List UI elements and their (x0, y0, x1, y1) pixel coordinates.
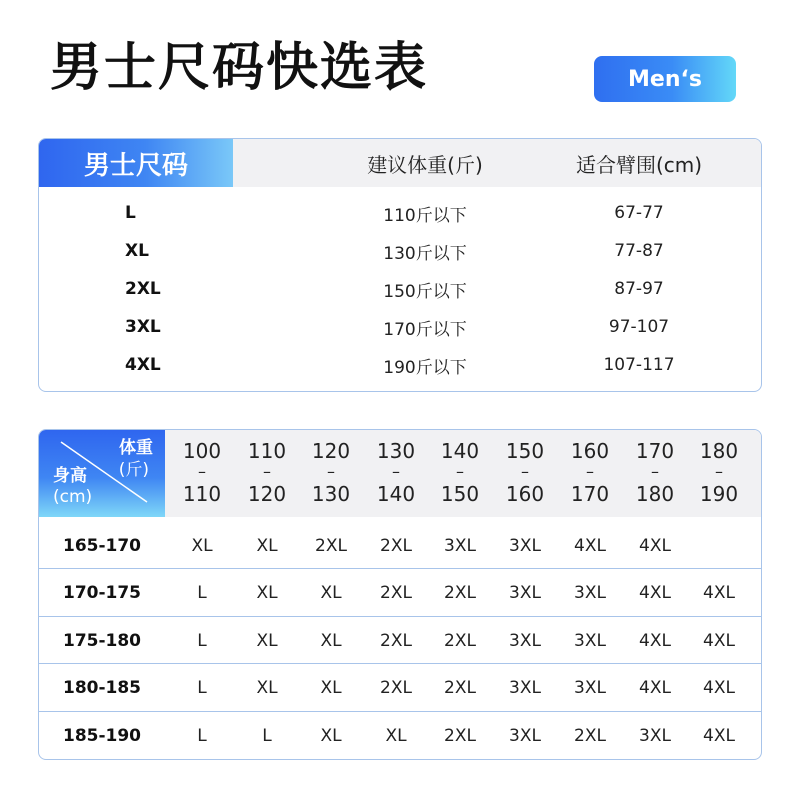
weight-range-end: 150 (440, 482, 480, 506)
weight-range-end: 130 (311, 482, 351, 506)
size-recommendation-cell: 3XL (574, 678, 606, 698)
page-title: 男士尺码快选表 (50, 38, 429, 98)
size-recommendation-cell: 2XL (574, 725, 606, 746)
weight-range-separator: – (586, 462, 594, 481)
matrix-row (39, 522, 762, 569)
size-recommendation-cell: 4XL (703, 583, 735, 603)
matrix-row (39, 570, 762, 617)
weight-range-end: 170 (570, 482, 610, 506)
size-recommendation-cell: XL (256, 630, 278, 651)
size-recommendation-cell: L (197, 583, 207, 603)
weight-range-header (623, 430, 687, 517)
size-recommendation-cell: XL (320, 678, 342, 698)
size-recommendation-cell: XL (320, 583, 342, 603)
size-recommendation-cell: L (262, 725, 272, 746)
size-recommendation-cell: 2XL (380, 630, 412, 651)
arm-cell: 77-87 (614, 241, 664, 261)
weight-range-start: 100 (182, 439, 222, 463)
size-recommendation-cell: 4XL (639, 535, 671, 556)
size-recommendation-cell: 3XL (574, 630, 606, 651)
weight-axis-unit: (斤) (118, 460, 149, 480)
size-recommendation-cell: XL (320, 630, 342, 651)
size-cell: 2XL (125, 279, 161, 299)
size-recommendation-cell: 2XL (444, 725, 476, 746)
weight-range-start: 150 (505, 439, 545, 463)
size-recommendation-cell: XL (385, 725, 407, 746)
height-range-cell: 185-190 (62, 725, 142, 746)
arm-cell: 97-107 (608, 317, 670, 337)
size-recommendation-cell: 2XL (380, 535, 412, 556)
size-cell: 4XL (125, 355, 161, 375)
size-recommendation-cell: XL (191, 535, 213, 556)
size-recommendation-cell: 2XL (444, 630, 476, 651)
weight-range-header (687, 430, 751, 517)
weight-range-separator: – (392, 462, 400, 481)
height-range-cell: 180-185 (62, 678, 142, 698)
height-range-cell: 165-170 (62, 535, 142, 556)
size-recommendation-cell: XL (256, 678, 278, 698)
weight-axis-label: 体重 (119, 438, 153, 458)
size-recommendation-cell: 3XL (509, 725, 541, 746)
weight-range-end: 160 (505, 482, 545, 506)
size-recommendation-cell: 4XL (703, 630, 735, 651)
size-recommendation-cell: XL (256, 535, 278, 556)
weight-cell: 190斤以下 (383, 357, 467, 378)
size-recommendation-cell: 3XL (509, 630, 541, 651)
size-recommendation-cell: 3XL (509, 535, 541, 556)
height-axis-label: 身高 (53, 466, 87, 486)
size-column-header: 男士尺码 (39, 139, 233, 187)
size-recommendation-cell: 2XL (380, 678, 412, 698)
weight-range-header (299, 430, 363, 517)
arm-cell: 107-117 (603, 355, 675, 375)
weight-range-start: 120 (311, 439, 351, 463)
size-table-row (39, 270, 762, 308)
matrix-row (39, 712, 762, 759)
height-axis-unit: (cm) (53, 487, 93, 507)
arm-cell: 67-77 (614, 203, 664, 223)
weight-range-header (428, 430, 492, 517)
size-recommendation-cell: 2XL (380, 583, 412, 603)
matrix-row (39, 665, 762, 712)
weight-range-separator: – (715, 462, 723, 481)
weight-cell: 130斤以下 (383, 243, 467, 264)
weight-column-header: 建议体重(斤) (367, 152, 483, 177)
size-recommendation-cell: L (197, 678, 207, 698)
size-table-row (39, 346, 762, 384)
mens-badge: Men‘s (594, 56, 736, 102)
size-recommendation-cell: 4XL (639, 678, 671, 698)
weight-range-start: 160 (570, 439, 610, 463)
weight-range-separator: – (521, 462, 529, 481)
size-recommendation-cell (687, 522, 751, 569)
size-recommendation-cell: XL (320, 725, 342, 746)
size-cell: 3XL (125, 317, 161, 337)
arm-cell: 87-97 (614, 279, 664, 299)
size-recommendation-cell: 4XL (639, 630, 671, 651)
weight-range-separator: – (327, 462, 335, 481)
size-recommendation-cell: 4XL (703, 678, 735, 698)
size-table-row (39, 232, 762, 270)
size-recommendation-cell: 2XL (315, 535, 347, 556)
weight-range-start: 170 (635, 439, 675, 463)
size-recommendation-cell: 4XL (574, 535, 606, 556)
height-weight-size-matrix (38, 429, 762, 760)
size-recommendation-cell: 4XL (703, 725, 735, 746)
weight-range-separator: – (263, 462, 271, 481)
weight-range-start: 130 (376, 439, 416, 463)
weight-range-header (493, 430, 557, 517)
weight-range-separator: – (651, 462, 659, 481)
size-recommendation-cell: L (197, 630, 207, 651)
weight-range-end: 190 (699, 482, 739, 506)
size-recommendation-cell: L (197, 725, 207, 746)
size-table-row (39, 308, 762, 346)
height-range-cell: 175-180 (62, 630, 142, 651)
size-cell: XL (125, 241, 149, 261)
weight-range-start: 110 (247, 439, 287, 463)
weight-cell: 150斤以下 (383, 281, 467, 302)
size-recommendation-cell: 3XL (444, 535, 476, 556)
size-recommendation-cell: 3XL (639, 725, 671, 746)
weight-range-separator: – (198, 462, 206, 481)
size-recommendation-cell: 2XL (444, 678, 476, 698)
weight-range-end: 120 (247, 482, 287, 506)
weight-range-header (364, 430, 428, 517)
arm-column-header: 适合臂围(cm) (575, 152, 703, 177)
size-recommendation-cell: 3XL (574, 583, 606, 603)
size-recommendation-cell: 2XL (444, 583, 476, 603)
size-recommendation-cell: 3XL (509, 678, 541, 698)
height-range-cell: 170-175 (62, 583, 142, 603)
weight-range-end: 140 (376, 482, 416, 506)
weight-range-separator: – (456, 462, 464, 481)
matrix-row (39, 617, 762, 664)
matrix-corner (39, 430, 165, 517)
size-reference-table (38, 138, 762, 392)
weight-range-header (235, 430, 299, 517)
size-recommendation-cell: 4XL (639, 583, 671, 603)
size-recommendation-cell: XL (256, 583, 278, 603)
size-recommendation-cell: 3XL (509, 583, 541, 603)
weight-range-end: 180 (635, 482, 675, 506)
weight-cell: 110斤以下 (383, 205, 467, 226)
weight-cell: 170斤以下 (383, 319, 467, 340)
weight-range-start: 140 (440, 439, 480, 463)
weight-range-header (170, 430, 234, 517)
weight-range-header (558, 430, 622, 517)
weight-range-end: 110 (182, 482, 222, 506)
size-table-row (39, 194, 762, 232)
weight-range-start: 180 (699, 439, 739, 463)
size-table-header (39, 139, 761, 187)
matrix-header (39, 430, 762, 517)
size-cell: L (125, 203, 136, 223)
